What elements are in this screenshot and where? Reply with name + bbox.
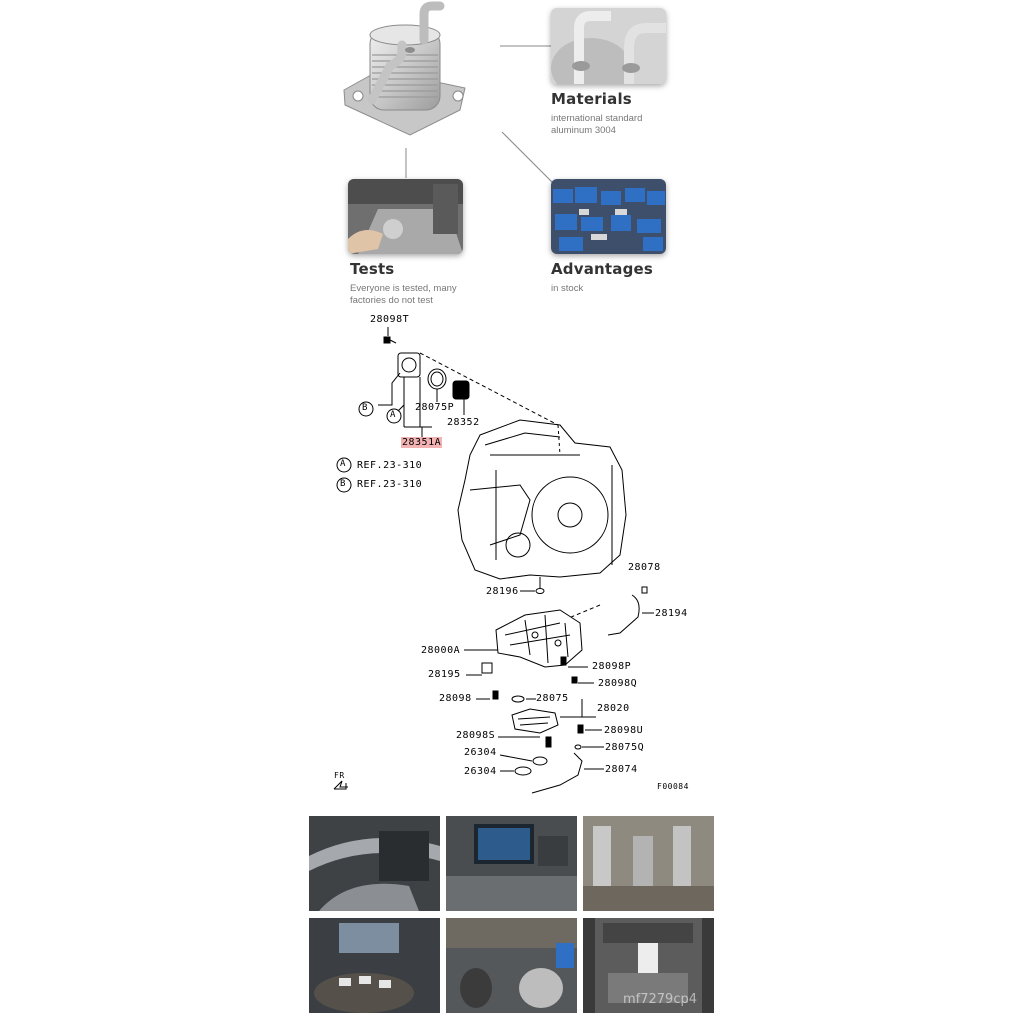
factory-photo-1 — [309, 816, 440, 911]
factory-photo-grid — [309, 816, 715, 1014]
part-28351A: 28351A — [402, 437, 442, 448]
part-28020: 28020 — [597, 703, 630, 714]
part-26304-a: 26304 — [464, 747, 497, 758]
callout-B: B — [362, 403, 368, 413]
factory-photo-2 — [446, 816, 577, 911]
part-28195: 28195 — [428, 669, 461, 680]
materials-photo — [551, 8, 666, 84]
ref-A-text: REF.23-310 — [357, 460, 423, 471]
callout-A: A — [390, 410, 396, 420]
part-28078: 28078 — [628, 562, 661, 573]
part-28098P: 28098P — [592, 661, 632, 672]
part-28098S: 28098S — [456, 730, 496, 741]
part-28098T: 28098T — [370, 314, 410, 325]
connector-lines — [0, 0, 1024, 320]
part-26304-b: 26304 — [464, 766, 497, 777]
tests-title: Tests — [350, 260, 395, 278]
part-28352: 28352 — [447, 417, 480, 428]
factory-photo-5 — [446, 918, 577, 1013]
part-28194: 28194 — [655, 608, 688, 619]
part-28075P: 28075P — [415, 402, 455, 413]
tests-desc-line1: Everyone is tested, many — [350, 283, 457, 294]
fr-indicator: FR — [334, 771, 345, 780]
part-28196: 28196 — [486, 586, 519, 597]
diagram-code: F00084 — [657, 782, 689, 791]
factory-photo-4 — [309, 918, 440, 1013]
part-28098Q: 28098Q — [598, 678, 638, 689]
part-28098: 28098 — [439, 693, 472, 704]
materials-title: Materials — [551, 90, 632, 108]
ref-A-letter: A — [340, 459, 346, 469]
factory-photo-6 — [583, 918, 714, 1013]
part-28098U: 28098U — [604, 725, 644, 736]
part-28000A: 28000A — [421, 645, 461, 656]
materials-desc-line1: international standard — [551, 113, 643, 124]
ref-B-text: REF.23-310 — [357, 479, 423, 490]
factory-photo-3 — [583, 816, 714, 911]
part-28074: 28074 — [605, 764, 638, 775]
part-28075Q: 28075Q — [605, 742, 645, 753]
advantages-title: Advantages — [551, 260, 654, 278]
parts-diagram — [320, 305, 720, 805]
advantages-photo — [551, 179, 666, 254]
advantages-desc-line1: in stock — [551, 283, 584, 294]
materials-desc-line2: aluminum 3004 — [551, 125, 616, 136]
tests-desc-line2: factories do not test — [350, 295, 433, 306]
ref-B-letter: B — [340, 479, 346, 489]
watermark-text: mf7279cp4 — [623, 992, 697, 1007]
part-28075: 28075 — [536, 693, 569, 704]
diagram-drawing — [320, 305, 720, 805]
tests-photo — [348, 179, 463, 254]
